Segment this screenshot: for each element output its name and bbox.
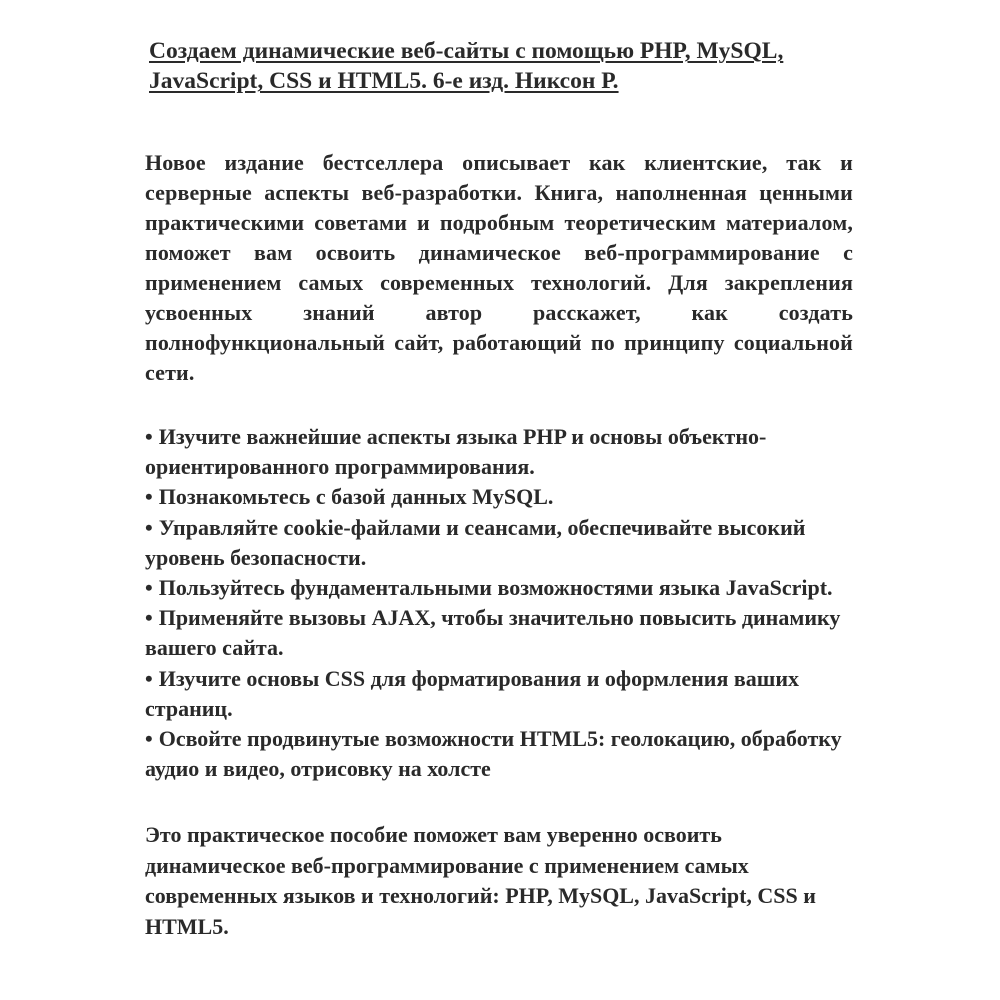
- bullet-icon: •: [145, 726, 153, 752]
- feature-text: Изучите основы CSS для форматирования и оформления ваших страниц.: [145, 665, 800, 721]
- list-item: [145, 724, 845, 784]
- feature-text: Управляйте cookie-файлами и сеансами, обеспечивайте высокий уровень безопасности.: [145, 514, 806, 570]
- feature-text: Освойте продвинутые возможности HTML5: геолокацию, обработку аудио и видео, отрисовку на холсте: [145, 726, 842, 782]
- intro-paragraph: Новое издание бестселлера описывает как клиентские, так и серверные аспекты веб-разработки. Книга, наполненная ценными практическими советами и подробным теоретическим материалом, поможет вам освоить динамическое веб-программирование с применением самых современных технологий. Для закрепления усвоенных знаний автор расскажет, как создать полнофункциональный сайт, работающий по принципу социальной сети.: [145, 150, 853, 385]
- list-item: [145, 513, 845, 573]
- feature-text: Применяйте вызовы AJAX, чтобы значительно повысить динамику вашего сайта.: [145, 605, 841, 661]
- bullet-icon: •: [145, 484, 153, 510]
- list-item: [145, 603, 845, 663]
- bullet-icon: •: [145, 665, 153, 691]
- closing-paragraph: Это практическое пособие поможет вам уверенно освоить динамическое веб-программирование с применением самых современных языков и технологий: PHP, MySQL, JavaScript, CSS и HTML5.: [145, 822, 816, 939]
- bullet-icon: •: [145, 424, 153, 449]
- bullet-icon: •: [145, 514, 153, 540]
- feature-text: Познакомьтесь с базой данных MySQL.: [158, 484, 554, 510]
- list-item: [145, 482, 845, 512]
- bullet-icon: •: [145, 575, 153, 601]
- feature-list: [145, 422, 853, 784]
- bullet-icon: •: [145, 605, 153, 631]
- list-item: [145, 573, 845, 603]
- feature-text: Пользуйтесь фундаментальными возможностями языка JavaScript.: [158, 575, 833, 601]
- feature-text: Изучите важнейшие аспекты языка PHP и основы объектно-ориентированного программирования.: [145, 424, 767, 480]
- list-item: [145, 422, 845, 482]
- book-description: [145, 36, 853, 942]
- list-item: [145, 664, 845, 724]
- book-title: Создаем динамические веб-сайты с помощью PHP, MySQL, JavaScript, CSS и HTML5. 6-е изд. Никсон Р.: [149, 38, 784, 94]
